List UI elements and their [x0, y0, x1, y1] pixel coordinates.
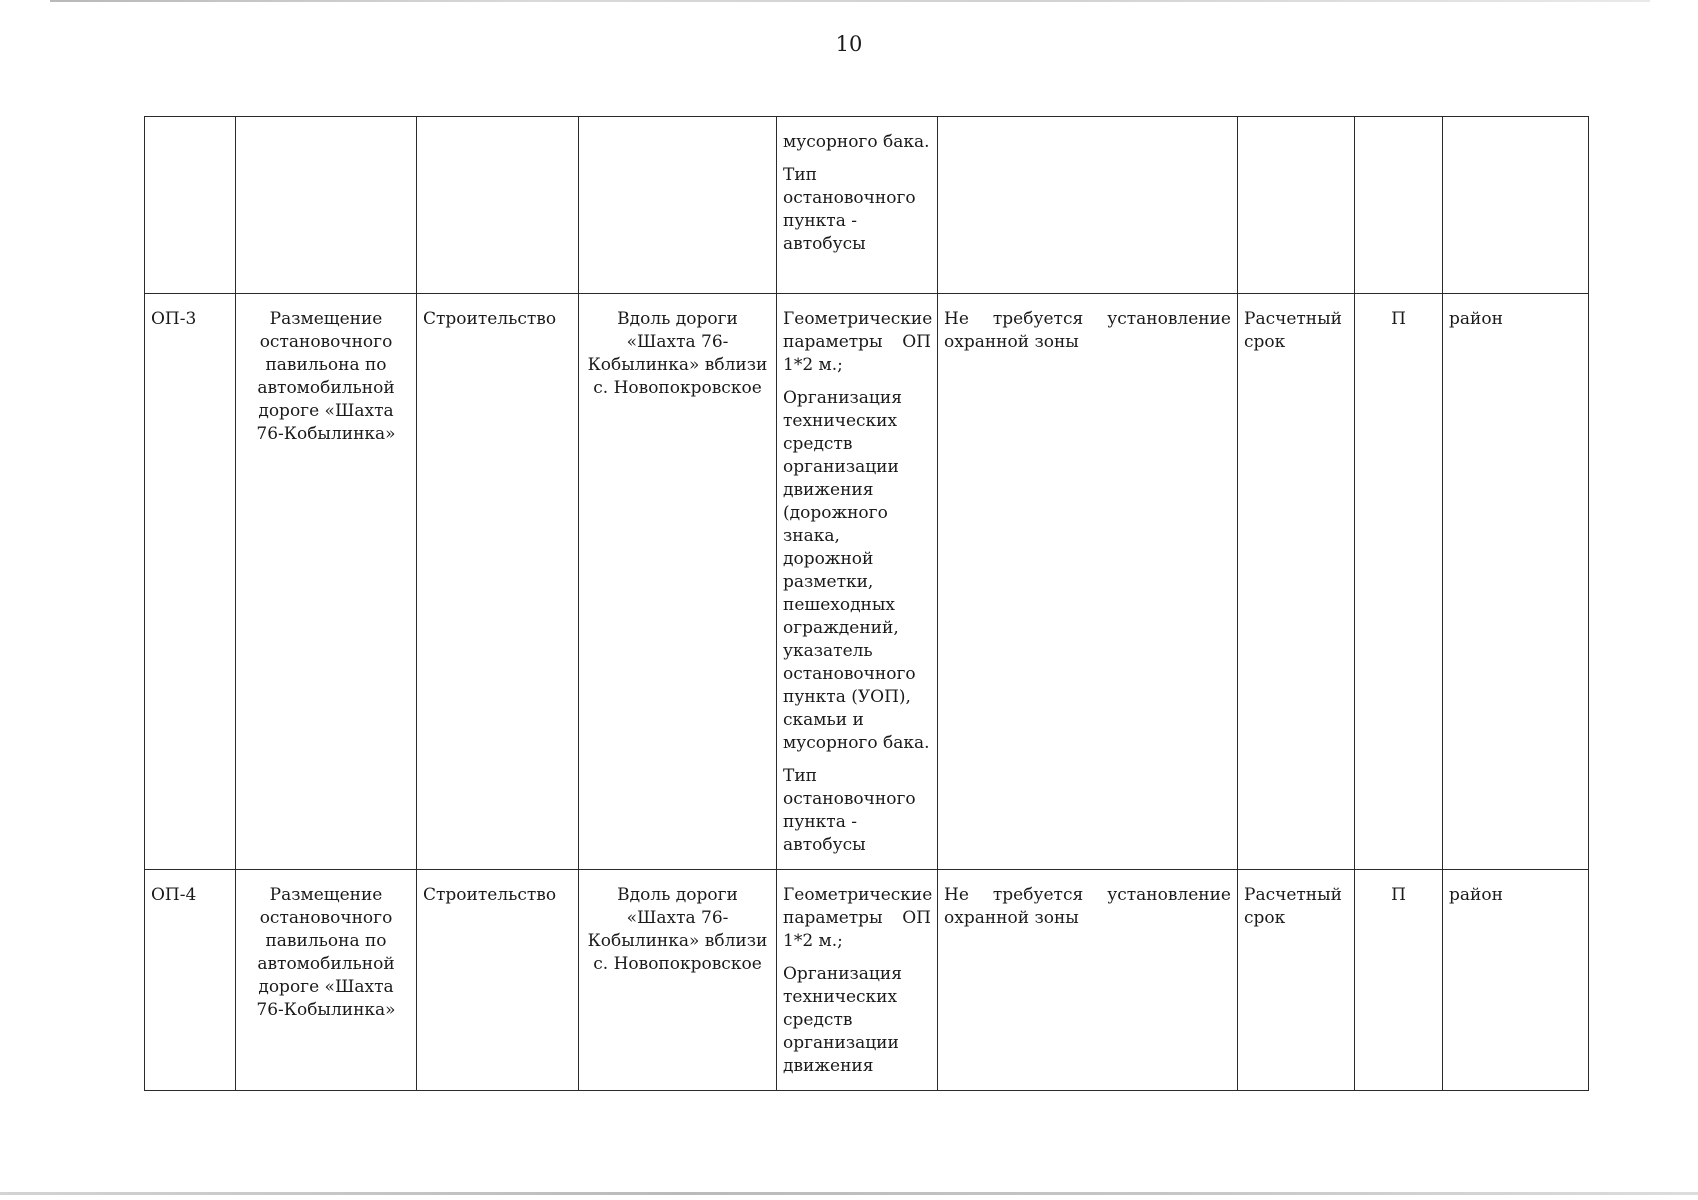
- cell-specs: [777, 294, 938, 870]
- page-number: 10: [835, 32, 863, 56]
- table-row-continuation: [145, 117, 1589, 294]
- cell-type: [417, 117, 579, 294]
- cell-zone: Не требуется установление охранной зоны: [938, 870, 1238, 1091]
- cell-location: Вдоль дороги «Шахта 76-Кобылинка» вблизи с. Новопокровское: [579, 294, 777, 870]
- cell-type: Строительство: [417, 294, 579, 870]
- cell-id: ОП-3: [145, 294, 236, 870]
- cell-term: [1238, 117, 1355, 294]
- scan-edge-bottom: [0, 1192, 1698, 1195]
- cell-stage: [1355, 117, 1443, 294]
- spec-text: Организация технических средств организации движения (дорожного знака, дорожной разметки, пешеходных ограждений, указатель остановочного пункта (УОП), скамьи и мусорного бака.: [783, 388, 930, 753]
- cell-specs: [777, 870, 938, 1091]
- cell-id: ОП-4: [145, 870, 236, 1091]
- planning-table: [144, 116, 1589, 1091]
- table-row: [145, 870, 1589, 1091]
- cell-stage: П: [1355, 870, 1443, 1091]
- cell-id: [145, 117, 236, 294]
- spec-text: Геометрические параметры ОП 1*2 м.;: [783, 885, 933, 951]
- cell-stage: П: [1355, 294, 1443, 870]
- cell-level: район: [1443, 870, 1589, 1091]
- cell-term: Расчетный срок: [1238, 294, 1355, 870]
- cell-location: Вдоль дороги «Шахта 76-Кобылинка» вблизи с. Новопокровское: [579, 870, 777, 1091]
- cell-term: Расчетный срок: [1238, 870, 1355, 1091]
- cell-level: [1443, 117, 1589, 294]
- cell-location: [579, 117, 777, 294]
- table-row: [145, 294, 1589, 870]
- spec-text: Организация технических средств организации движения: [783, 964, 902, 1076]
- cell-zone: [938, 117, 1238, 294]
- cell-specs: [777, 117, 938, 294]
- spec-text: Геометрические параметры ОП 1*2 м.;: [783, 309, 933, 375]
- scan-edge-top: [50, 0, 1650, 2]
- spec-text: Тип остановочного пункта - автобусы: [783, 165, 916, 254]
- cell-name: Размещение остановочного павильона по автомобильной дороге «Шахта 76-Кобылинка»: [236, 294, 417, 870]
- spec-text: Тип остановочного пункта - автобусы: [783, 766, 916, 855]
- cell-level: район: [1443, 294, 1589, 870]
- cell-name: Размещение остановочного павильона по автомобильной дороге «Шахта 76-Кобылинка»: [236, 870, 417, 1091]
- cell-zone: Не требуется установление охранной зоны: [938, 294, 1238, 870]
- spec-text: мусорного бака.: [783, 132, 930, 152]
- cell-type: Строительство: [417, 870, 579, 1091]
- cell-name: [236, 117, 417, 294]
